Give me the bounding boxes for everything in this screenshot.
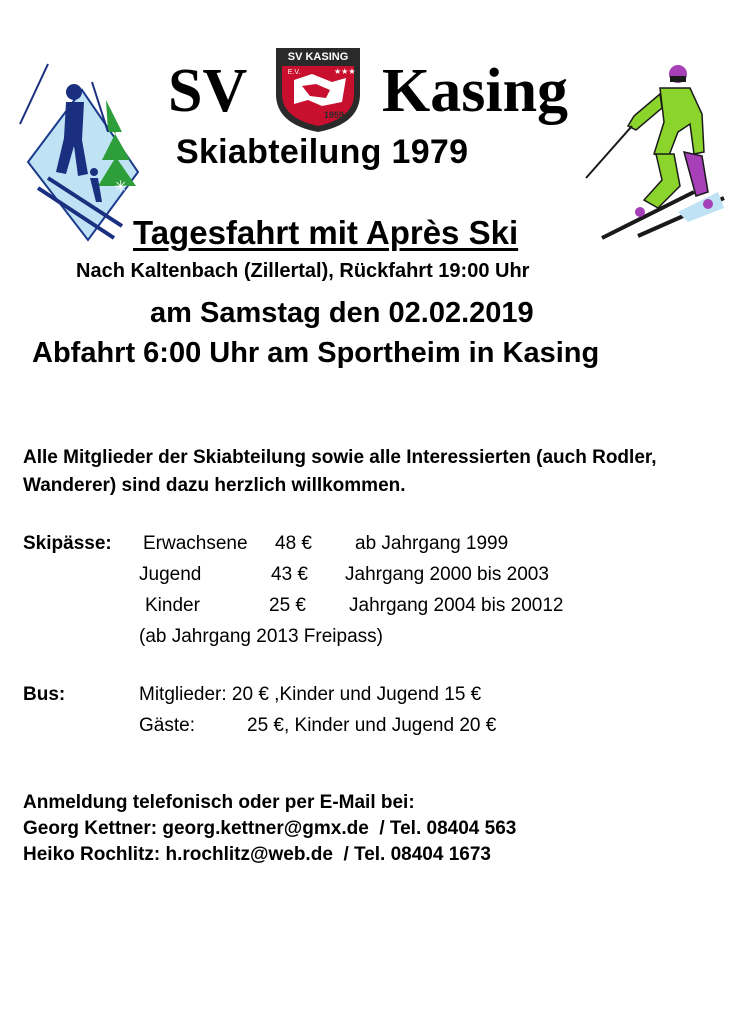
registration-contact bbox=[23, 790, 723, 868]
bus-guests-label: Gäste: bbox=[139, 715, 195, 736]
club-crest-logo bbox=[272, 44, 364, 134]
contact-line-rochlitz: Heiko Rochlitz: h.rochlitz@web.de / Tel. 08404 1673 bbox=[23, 844, 491, 865]
contact-heading: Anmeldung telefonisch oder per E-Mail bei: bbox=[23, 792, 415, 813]
event-departure: Abfahrt 6:00 Uhr am Sportheim in Kasing bbox=[32, 337, 600, 369]
bus-members-fare: Mitglieder: 20 € ,Kinder und Jugend 15 € bbox=[139, 684, 482, 705]
skipass-category-youth: Jugend bbox=[139, 564, 202, 585]
svg-text:1959: 1959 bbox=[323, 110, 345, 120]
skipass-years-youth: Jahrgang 2000 bis 2003 bbox=[345, 564, 549, 585]
event-destination: Nach Kaltenbach (Zillertal), Rückfahrt 19:00 Uhr bbox=[76, 260, 530, 282]
department-subtitle: Skiabteilung 1979 bbox=[176, 133, 469, 171]
bus-guests-fare: 25 €, Kinder und Jugend 20 € bbox=[247, 715, 497, 736]
event-date: am Samstag den 02.02.2019 bbox=[150, 297, 534, 329]
event-title: Tagesfahrt mit Après Ski bbox=[133, 214, 519, 251]
skipass-category-adult: Erwachsene bbox=[143, 533, 248, 554]
skipass-label: Skipässe: bbox=[23, 533, 112, 554]
skipass-note: (ab Jahrgang 2013 Freipass) bbox=[139, 626, 383, 647]
skipass-category-children: Kinder bbox=[145, 595, 200, 616]
contact-line-kettner: Georg Kettner: georg.kettner@gmx.de / Tel. 08404 563 bbox=[23, 818, 517, 839]
svg-text:✳: ✳ bbox=[114, 177, 128, 196]
skipass-price-children: 25 € bbox=[269, 595, 306, 616]
bus-label: Bus: bbox=[23, 684, 66, 705]
club-name-sv: SV bbox=[168, 57, 248, 125]
skipass-price-adult: 48 € bbox=[275, 533, 312, 554]
svg-text:★★★: ★★★ bbox=[334, 67, 356, 76]
skier-silhouette-icon bbox=[18, 62, 146, 244]
skipass-price-youth: 43 € bbox=[271, 564, 308, 585]
intro-paragraph: Alle Mitglieder der Skiabteilung sowie alle Interessierten (auch Rodler, Wanderer) sind dazu herzlich willkommen. bbox=[23, 447, 657, 496]
skipass-years-adult: ab Jahrgang 1999 bbox=[355, 533, 509, 554]
club-name-kasing: Kasing bbox=[382, 57, 569, 125]
skipass-years-children: Jahrgang 2004 bis 20012 bbox=[349, 595, 564, 616]
downhill-skier-icon bbox=[578, 62, 726, 242]
svg-text:E.V.: E.V. bbox=[287, 69, 301, 76]
svg-text:SV KASING: SV KASING bbox=[287, 51, 349, 63]
